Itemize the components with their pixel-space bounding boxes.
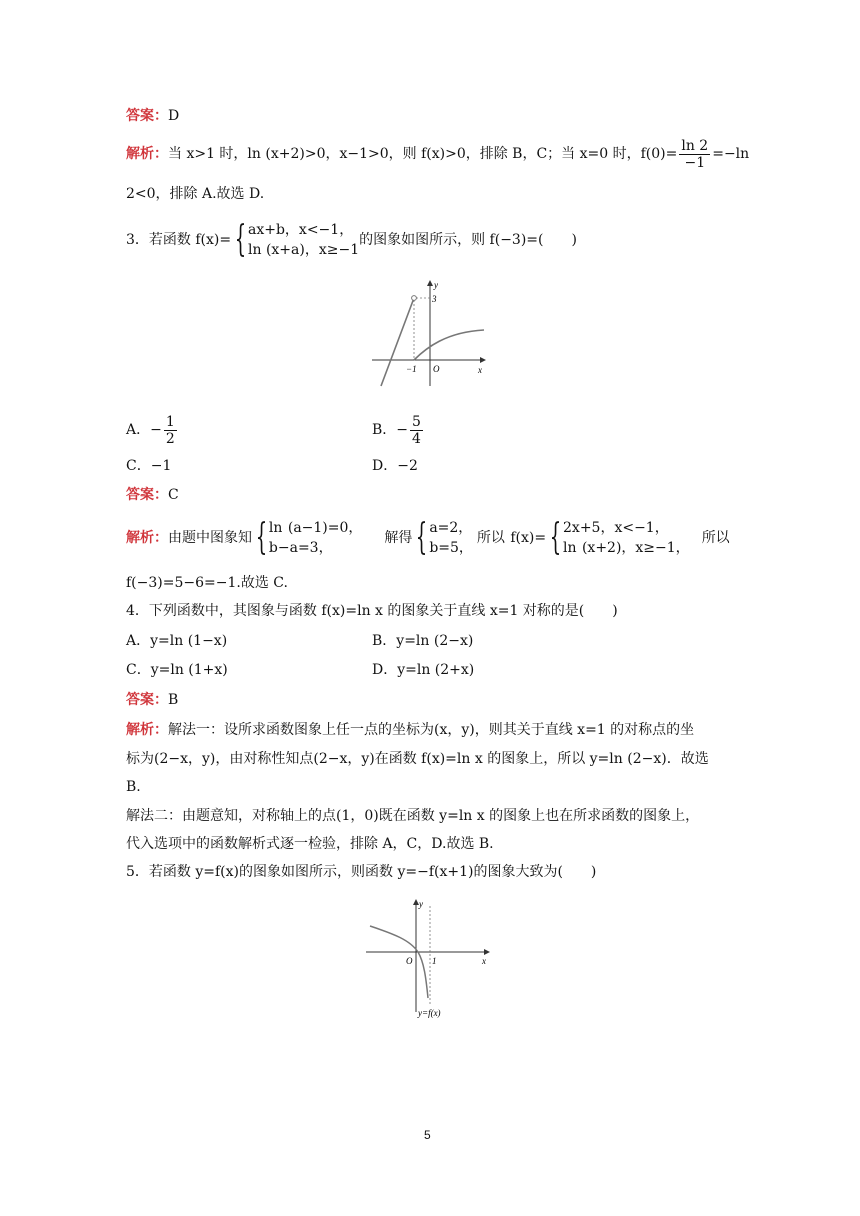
q3-analysis-line1	[126, 514, 730, 562]
q4-analysis-line2: 标为(2−x，y)，由对称性知点(2−x，y)在函数 f(x)=ln x 的图象上，所以 y=ln (2−x)．故选	[126, 751, 709, 767]
answer-label: 答案：	[126, 487, 168, 503]
fraction	[679, 138, 710, 171]
fraction	[164, 414, 177, 447]
case-2: ln (x+a)，x≥−1	[248, 242, 360, 258]
system-2-row: a=2，	[429, 520, 473, 536]
fraction-numerator: ln 2	[681, 137, 709, 154]
fraction-numerator: 5	[412, 413, 421, 430]
analysis-label: 解析：	[126, 722, 168, 738]
analysis-text: =−ln	[712, 146, 750, 162]
three-label: 3	[432, 294, 437, 304]
system-2: { a=2， b=5，	[416, 517, 473, 558]
piecewise-brace: { ax+b，x<−1， ln (x+a)，x≥−1	[234, 219, 360, 260]
answer-value: D	[168, 108, 180, 124]
system-3-row: ln (x+2)，x≥−1，	[563, 540, 690, 556]
q4-analysis-line1	[126, 720, 694, 740]
option-d[interactable]: D．y=ln (2+x)	[372, 662, 475, 678]
option-a[interactable]	[126, 410, 179, 450]
q4-method2-line2: 代入选项中的函数解析式逐一检验，排除 A，C，D.故选 B.	[126, 836, 494, 852]
answer-value: B	[168, 692, 179, 708]
open-point	[412, 296, 417, 301]
x-arrow	[480, 357, 486, 363]
y-arrow	[427, 280, 433, 286]
option-b-label: B．−	[372, 422, 409, 438]
system-1: { ln (a−1)=0， b−a=3，	[255, 517, 363, 558]
system-1-row: b−a=3，	[268, 540, 333, 556]
q4-stem: 4．下列函数中，其图象与函数 f(x)=ln x 的图象关于直线 x=1 对称的是( )	[126, 603, 618, 619]
system-2-row: b=5，	[429, 540, 473, 556]
log-branch	[414, 330, 484, 360]
x-label: x	[482, 956, 486, 966]
analysis-text: 当 x>1 时，ln (x+2)>0，x−1>0，则 f(x)>0，排除 B，C；当 x=0 时，f(0)=	[168, 146, 678, 162]
analysis-label: 解析：	[126, 146, 168, 162]
answer-value: C	[168, 487, 179, 503]
fraction-denominator: 4	[412, 430, 421, 447]
q3-stem	[126, 218, 577, 262]
q2-analysis-line2: 2<0，排除 A.故选 D.	[126, 186, 265, 202]
answer-label: 答案：	[126, 108, 168, 124]
q3-graph	[368, 276, 492, 392]
q2-answer-line	[126, 106, 179, 126]
q3-answer-line	[126, 485, 179, 505]
origin-label: O	[433, 364, 440, 374]
stem-text: 3．若函数 f(x)=	[126, 232, 232, 248]
y-label: y	[419, 899, 423, 909]
x-arrow	[484, 949, 490, 955]
q4-analysis-line3: B.	[126, 779, 141, 795]
option-d[interactable]: D．−2	[372, 458, 418, 474]
q4-method2-line1: 解法二：由题意知，对称轴上的点(1，0)既在函数 y=ln x 的图象上也在所求函数的图象上，	[126, 808, 700, 824]
fraction-denominator: −1	[684, 154, 706, 171]
analysis-label: 解析：	[126, 530, 168, 546]
stem-text: 的图象如图所示，则 f(−3)=( )	[359, 232, 577, 248]
q5-stem: 5．若函数 y=f(x)的图象如图所示，则函数 y=−f(x+1)的图象大致为( )	[126, 864, 597, 880]
q3-analysis-line2: f(−3)=5−6=−1.故选 C.	[126, 575, 288, 591]
option-b[interactable]: B．y=ln (2−x)	[372, 633, 474, 649]
fraction-numerator: 1	[165, 413, 175, 430]
system-3: { 2x+5，x<−1， ln (x+2)，x≥−1，	[549, 517, 690, 558]
q5-graph	[362, 894, 494, 1020]
answer-label: 答案：	[126, 692, 168, 708]
option-a-label: A．−	[126, 422, 162, 438]
system-3-row: 2x+5，x<−1，	[563, 520, 669, 536]
q2-analysis-line1	[126, 136, 749, 172]
analysis-text: 解得	[384, 530, 413, 546]
neg-one-label: −1	[406, 364, 417, 374]
function-curve	[370, 926, 428, 998]
option-c[interactable]: C．−1	[126, 458, 172, 474]
fraction	[410, 414, 423, 447]
one-label: 1	[432, 956, 437, 966]
analysis-text: 解法一：设所求函数图象上任一点的坐标为(x，y)，则其关于直线 x=1 的对称点的坐	[168, 722, 695, 738]
y-label: y	[434, 280, 438, 290]
analysis-text: 所以	[701, 530, 730, 546]
x-label: x	[478, 365, 482, 375]
fraction-denominator: 2	[165, 430, 175, 447]
case-1: ax+b，x<−1，	[248, 222, 354, 238]
graph-caption: y=f(x)	[418, 1008, 441, 1018]
q4-answer-line	[126, 690, 178, 710]
page-number: 5	[424, 1128, 431, 1142]
origin-label: O	[406, 956, 413, 966]
option-b[interactable]	[372, 410, 425, 450]
analysis-text: 由题中图象知	[168, 530, 252, 546]
option-c[interactable]: C．y=ln (1+x)	[126, 662, 228, 678]
option-a[interactable]: A．y=ln (1−x)	[126, 633, 228, 649]
system-1-row: ln (a−1)=0，	[268, 520, 363, 536]
analysis-text: 所以 f(x)=	[476, 530, 547, 546]
